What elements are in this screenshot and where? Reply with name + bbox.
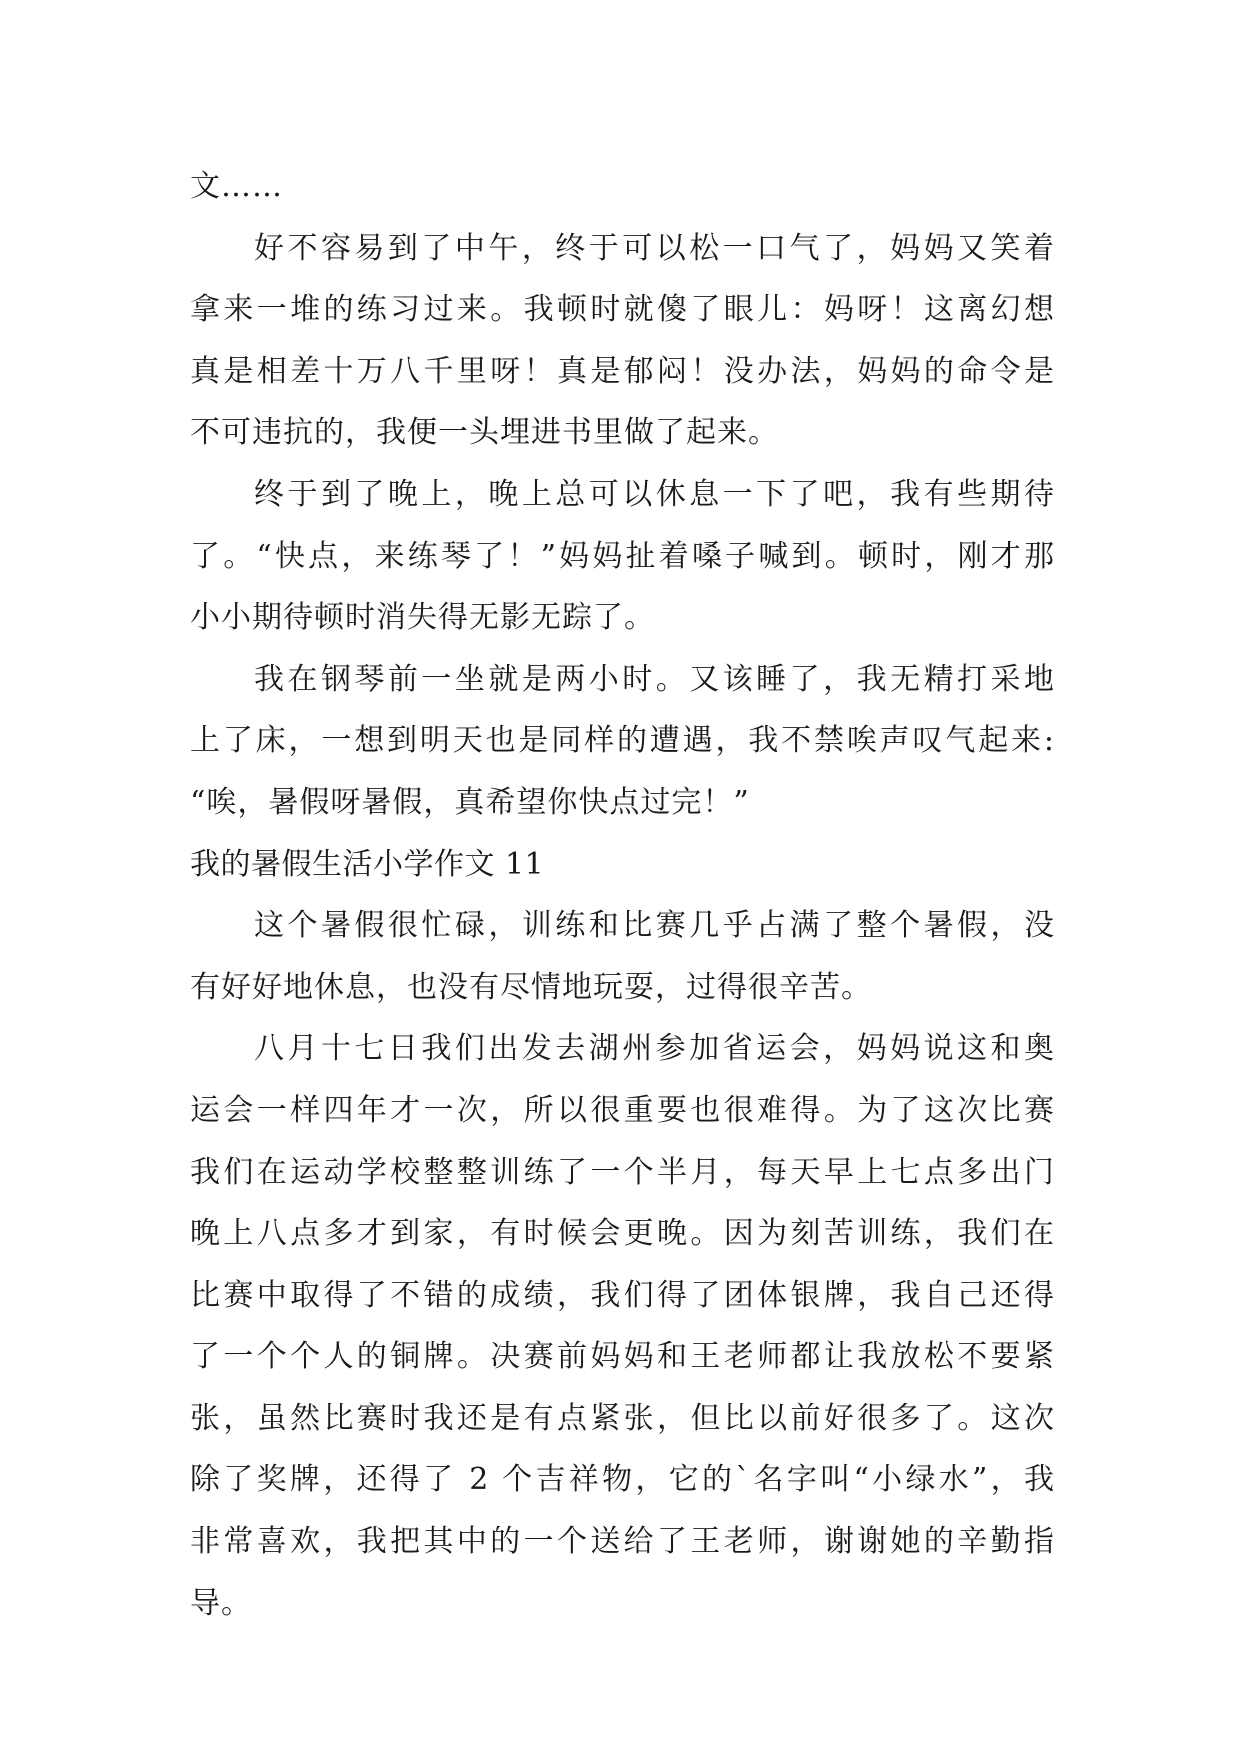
paragraph-first-line: 我在钢琴前一坐就是两小时。又该睡了，我无精打采地 <box>254 661 1055 697</box>
text-line: 了一个个人的铜牌。决赛前妈妈和王老师都让我放松不要紧 <box>190 1339 1055 1375</box>
section-heading: 我的暑假生活小学作文 11 <box>190 846 545 882</box>
paragraph-first-line: 好不容易到了中午，终于可以松一口气了，妈妈又笑着 <box>254 230 1055 266</box>
paragraph-first-line: 八月十七日我们出发去湖州参加省运会，妈妈说这和奥 <box>254 1031 1055 1067</box>
text-line: 张，虽然比赛时我还是有点紧张，但比以前好很多了。这次 <box>190 1400 1055 1436</box>
text-line: 非常喜欢，我把其中的一个送给了王老师，谢谢她的辛勤指 <box>190 1524 1055 1560</box>
text-line: 小小期待顿时消失得无影无踪了。 <box>190 600 655 636</box>
text-line: 有好好地休息，也没有尽情地玩耍，过得很辛苦。 <box>190 969 872 1005</box>
text-line: 真是相差十万八千里呀！真是郁闷！没办法，妈妈的命令是 <box>190 353 1055 389</box>
text-line: 我们在运动学校整整训练了一个半月，每天早上七点多出门 <box>190 1154 1055 1190</box>
document-body <box>190 156 1055 1634</box>
text-line: 比赛中取得了不错的成绩，我们得了团体银牌，我自己还得 <box>190 1277 1055 1313</box>
text-line: 除了奖牌，还得了 2 个吉祥物，它的`名字叫“小绿水”，我 <box>190 1462 1055 1498</box>
text-line: 文…… <box>190 169 283 204</box>
text-line: 运会一样四年才一次，所以很重要也很难得。为了这次比赛 <box>190 1092 1055 1128</box>
text-line: 不可违抗的，我便一头埋进书里做了起来。 <box>190 415 779 451</box>
text-line: 上了床，一想到明天也是同样的遭遇，我不禁唉声叹气起来: <box>190 723 1055 759</box>
paragraph-first-line: 终于到了晚上，晚上总可以休息一下了吧，我有些期待 <box>254 476 1055 512</box>
text-line: 了。“快点，来练琴了！”妈妈扯着嗓子喊到。顿时，刚才那 <box>190 538 1055 574</box>
paragraph-first-line: 这个暑假很忙碌，训练和比赛几乎占满了整个暑假，没 <box>254 908 1055 944</box>
text-line: 拿来一堆的练习过来。我顿时就傻了眼儿：妈呀！这离幻想 <box>190 292 1055 328</box>
text-line: 导。 <box>190 1585 252 1621</box>
text-line: 晚上八点多才到家，有时候会更晚。因为刻苦训练，我们在 <box>190 1216 1055 1252</box>
text-line: “唉，暑假呀暑假，真希望你快点过完！” <box>190 784 750 820</box>
